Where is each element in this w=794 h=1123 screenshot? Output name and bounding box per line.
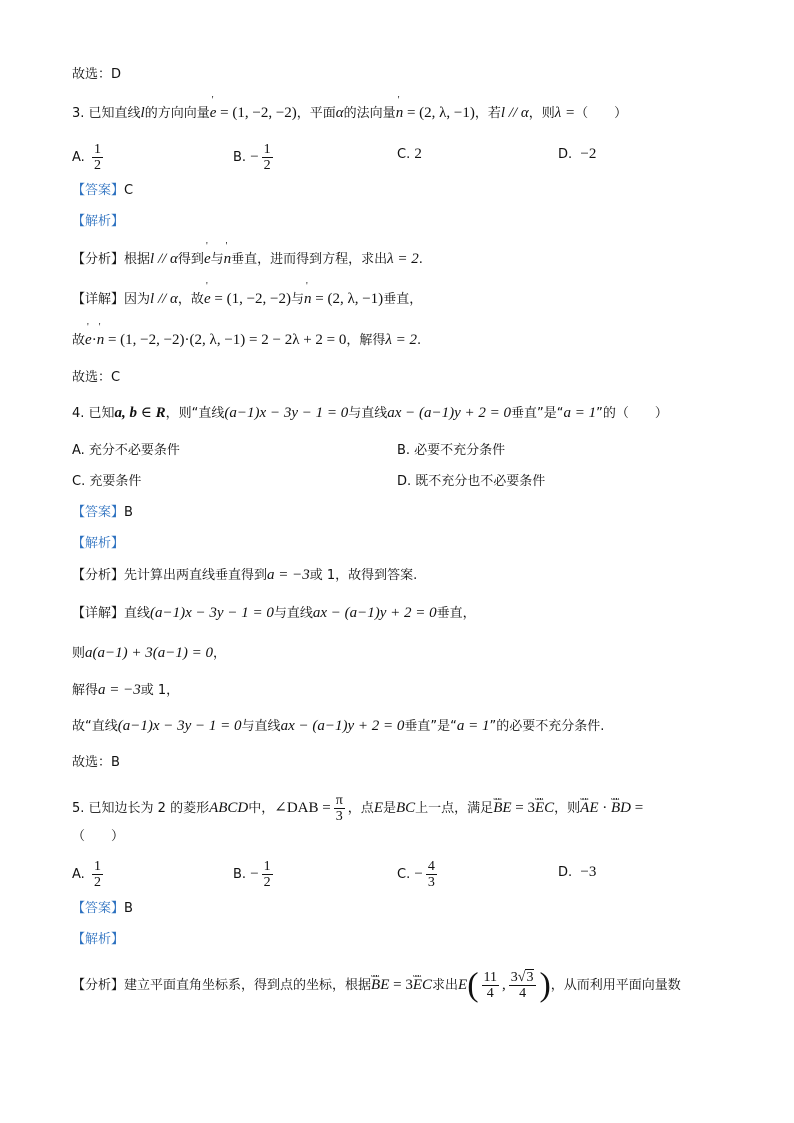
- answer-choice-line: [72, 65, 121, 85]
- vector-e: ' e: [204, 249, 211, 269]
- option-text: D. 既不充分也不必要条件: [397, 474, 546, 489]
- text: 得到: [177, 252, 204, 267]
- analysis-summary: [72, 565, 417, 586]
- text: ，点: [347, 801, 374, 816]
- answer-line: [72, 899, 133, 919]
- text: 故选：C: [72, 370, 121, 385]
- tag: 【分析】: [72, 978, 125, 993]
- vector-be: uuu BE: [371, 965, 389, 1005]
- vector-be: uuu BE: [493, 788, 511, 828]
- vector-ae: uuu AE: [580, 788, 598, 828]
- fraction: [426, 859, 437, 890]
- text: ，则: [554, 801, 581, 816]
- vector-e: ' e: [204, 289, 211, 309]
- answer-choice-line: [72, 753, 120, 773]
- math: l: [140, 105, 145, 121]
- denominator: 2: [263, 158, 271, 173]
- detail-line-2: [72, 643, 226, 664]
- math: α: [335, 105, 344, 121]
- text: 与直线: [241, 719, 281, 734]
- tag: 【详解】: [72, 292, 125, 307]
- numerator: 1: [93, 859, 101, 874]
- text: （ ）: [72, 829, 125, 844]
- text: ，解得: [346, 333, 386, 348]
- answer-value: B: [124, 505, 133, 520]
- tag: 【详解】: [72, 606, 125, 621]
- numerator: 1: [263, 859, 271, 874]
- text: 与直线: [348, 406, 388, 421]
- option-label: C.: [397, 147, 411, 162]
- text: 或 1，故得到答案.: [309, 568, 418, 583]
- text: ，: [212, 646, 226, 661]
- fraction: [262, 859, 273, 890]
- right-paren: ): [539, 966, 551, 1004]
- text: 故选：D: [72, 67, 122, 82]
- option-label: B.: [233, 150, 247, 165]
- text: 则: [72, 646, 86, 661]
- analysis-tag: 【解析】: [72, 932, 125, 947]
- text: 是: [382, 801, 396, 816]
- vector-ec: uuu EC: [535, 788, 554, 828]
- vector-n: ' n: [304, 289, 312, 309]
- math: ·: [598, 800, 611, 816]
- detail-line-3: [72, 680, 179, 701]
- math: = (1, −2, −2): [210, 291, 291, 307]
- answer-line: [72, 503, 133, 523]
- text: 垂直，: [436, 606, 476, 621]
- numerator: 11: [483, 970, 497, 985]
- analysis-summary: [72, 249, 423, 270]
- option-label: A.: [72, 150, 85, 165]
- option-label: B.: [233, 867, 247, 882]
- math: ·: [91, 332, 97, 348]
- analysis-tag: 【解析】: [72, 214, 125, 229]
- math: ∠DAB =: [274, 800, 331, 816]
- fraction: [92, 142, 103, 173]
- math: ∈: [137, 405, 156, 421]
- math: a = −3: [267, 567, 310, 583]
- analysis-header: [72, 534, 124, 554]
- denominator: 3: [335, 809, 343, 824]
- text: 垂直，进而得到方程，求出: [231, 252, 388, 267]
- fraction: [334, 793, 345, 824]
- option-label: C.: [397, 867, 411, 882]
- analysis-header: [72, 212, 124, 232]
- answer-value: B: [124, 901, 133, 916]
- fraction: [509, 970, 537, 1001]
- text: 解得: [72, 683, 99, 698]
- detail-line-2: [72, 330, 421, 351]
- sign: −: [250, 866, 259, 882]
- math: λ =: [554, 105, 576, 121]
- option-text: C. 充要条件: [72, 474, 142, 489]
- math: = (2, λ, −1): [403, 105, 475, 121]
- sign: −: [414, 866, 423, 882]
- option-b: [397, 441, 505, 461]
- math: R: [155, 405, 166, 421]
- text: 上一点，满足: [415, 801, 494, 816]
- math: a(a−1) + 3(a−1) = 0: [85, 645, 213, 661]
- math: l // α: [150, 291, 178, 307]
- question-5: [72, 788, 643, 829]
- text: 垂直”是“: [511, 406, 564, 421]
- option-a: [72, 142, 106, 173]
- math: E: [373, 800, 383, 816]
- question-3: [72, 103, 627, 124]
- math: (a−1)x − 3y − 1 = 0: [117, 718, 242, 734]
- option-a: [72, 441, 180, 461]
- text: 建立平面直角坐标系，得到点的坐标，根据: [124, 978, 372, 993]
- text: 的方向向量: [144, 106, 210, 121]
- left-paren: (: [467, 966, 479, 1004]
- option-value: −2: [580, 146, 597, 162]
- analysis-summary: [72, 965, 681, 1006]
- option-label: A.: [72, 867, 85, 882]
- text: 先计算出两直线垂直得到: [124, 568, 268, 583]
- fraction: [262, 142, 273, 173]
- text: 垂直，: [383, 292, 423, 307]
- text: 与直线: [273, 606, 313, 621]
- vector-n: ' n: [97, 330, 105, 350]
- math: λ = 2: [385, 332, 418, 348]
- math: ax − (a−1)y + 2 = 0: [280, 718, 405, 734]
- numerator: 1: [93, 142, 101, 157]
- text: ，故: [177, 292, 204, 307]
- text: 故选：B: [72, 755, 120, 770]
- text: ，平面: [296, 106, 336, 121]
- denominator: 3: [427, 875, 435, 890]
- option-label: D.: [558, 147, 573, 162]
- text: （ ）: [575, 106, 628, 121]
- math: = 3: [389, 977, 413, 993]
- denominator: 2: [93, 158, 101, 173]
- text: ，从而利用平面向量数: [550, 978, 681, 993]
- text: 因为: [124, 292, 151, 307]
- option-d: [397, 472, 545, 492]
- comma: ,: [502, 977, 506, 993]
- text: 与: [210, 252, 224, 267]
- analysis-tag: 【解析】: [72, 536, 125, 551]
- answer-tag: 【答案】: [72, 901, 125, 916]
- text: 故“直线: [72, 719, 118, 734]
- math: = (1, −2, −2)·(2, λ, −1) = 2 − 2λ + 2 = 0: [104, 332, 347, 348]
- math: = 3: [511, 800, 535, 816]
- option-d: [558, 862, 596, 883]
- option-label: D.: [558, 865, 573, 880]
- detail-line-1: [72, 289, 422, 310]
- numerator: 1: [263, 142, 271, 157]
- text: 的法向量: [343, 106, 396, 121]
- text: 垂直”是“: [404, 719, 457, 734]
- text: 直线: [124, 606, 151, 621]
- question-5-paren: [72, 827, 124, 847]
- math: l // α: [500, 105, 529, 121]
- math: ABCD: [209, 800, 249, 816]
- option-b: [233, 859, 276, 890]
- text: 故: [72, 333, 86, 348]
- coefficient: 3: [510, 970, 518, 985]
- math: E: [458, 977, 468, 993]
- math: ax − (a−1)y + 2 = 0: [312, 605, 437, 621]
- text: 与: [290, 292, 304, 307]
- vector-e: ' e: [210, 103, 217, 123]
- answer-choice-line: [72, 368, 120, 388]
- analysis-header: [72, 930, 124, 950]
- text: ，则“直线: [165, 406, 225, 421]
- text: ”的必要不充分条件.: [489, 719, 605, 734]
- text: 或 1，: [140, 683, 180, 698]
- question-number: 5. 已知边长为 2 的菱形: [72, 801, 210, 816]
- fraction: [92, 859, 103, 890]
- vector-n: ' n: [224, 249, 232, 269]
- option-a: [72, 859, 106, 890]
- text: ”的（ ）: [596, 406, 668, 421]
- question-number: 4. 已知: [72, 406, 115, 421]
- numerator: 4: [427, 859, 435, 874]
- sign: −: [250, 149, 259, 165]
- text: ，则: [528, 106, 555, 121]
- math: (a−1)x − 3y − 1 = 0: [224, 405, 349, 421]
- math: a = 1: [456, 718, 490, 734]
- vector-e: ' e: [85, 330, 92, 350]
- denominator: 2: [93, 875, 101, 890]
- option-value: −3: [580, 864, 597, 880]
- numerator: 3√3: [509, 970, 537, 986]
- option-value: 2: [414, 146, 422, 162]
- vector-bd: uuu BD: [611, 788, 631, 828]
- text: .: [417, 333, 422, 348]
- question-4: [72, 403, 668, 424]
- math: ax − (a−1)y + 2 = 0: [387, 405, 512, 421]
- math: a = −3: [98, 682, 141, 698]
- answer-tag: 【答案】: [72, 183, 125, 198]
- text: 根据: [124, 252, 151, 267]
- math: = (2, λ, −1): [311, 291, 384, 307]
- denominator: 4: [519, 986, 527, 1001]
- math: l // α: [150, 251, 178, 267]
- option-text: B. 必要不充分条件: [397, 443, 506, 458]
- question-number: 3. 已知直线: [72, 106, 141, 121]
- denominator: 4: [486, 986, 494, 1001]
- tag: 【分析】: [72, 568, 125, 583]
- numerator: π: [335, 793, 343, 808]
- vector-ec: uuu EC: [413, 965, 432, 1005]
- fraction: [482, 970, 499, 1001]
- option-c: [397, 144, 422, 165]
- denominator: 2: [263, 875, 271, 890]
- detail-line-4: [72, 716, 604, 737]
- option-b: [233, 142, 276, 173]
- math: =: [631, 800, 644, 816]
- text: 中，: [248, 801, 275, 816]
- math: λ = 2: [387, 251, 419, 267]
- radicand: 3: [526, 970, 534, 985]
- option-d: [558, 144, 596, 165]
- tag: 【分析】: [72, 252, 125, 267]
- math: a = 1: [563, 405, 597, 421]
- answer-line: [72, 181, 133, 201]
- text: 求出: [432, 978, 459, 993]
- vector-n: ' n: [396, 103, 404, 123]
- text: .: [418, 252, 423, 267]
- answer-tag: 【答案】: [72, 505, 125, 520]
- math: BC: [396, 800, 416, 816]
- text: ，若: [474, 106, 501, 121]
- option-c: [72, 472, 141, 492]
- math: a, b: [114, 405, 138, 421]
- math: (a−1)x − 3y − 1 = 0: [150, 605, 274, 621]
- option-text: A. 充分不必要条件: [72, 443, 180, 458]
- option-c: [397, 859, 440, 890]
- math: = (1, −2, −2): [216, 105, 297, 121]
- detail-line-1: [72, 603, 476, 624]
- answer-value: C: [124, 183, 134, 198]
